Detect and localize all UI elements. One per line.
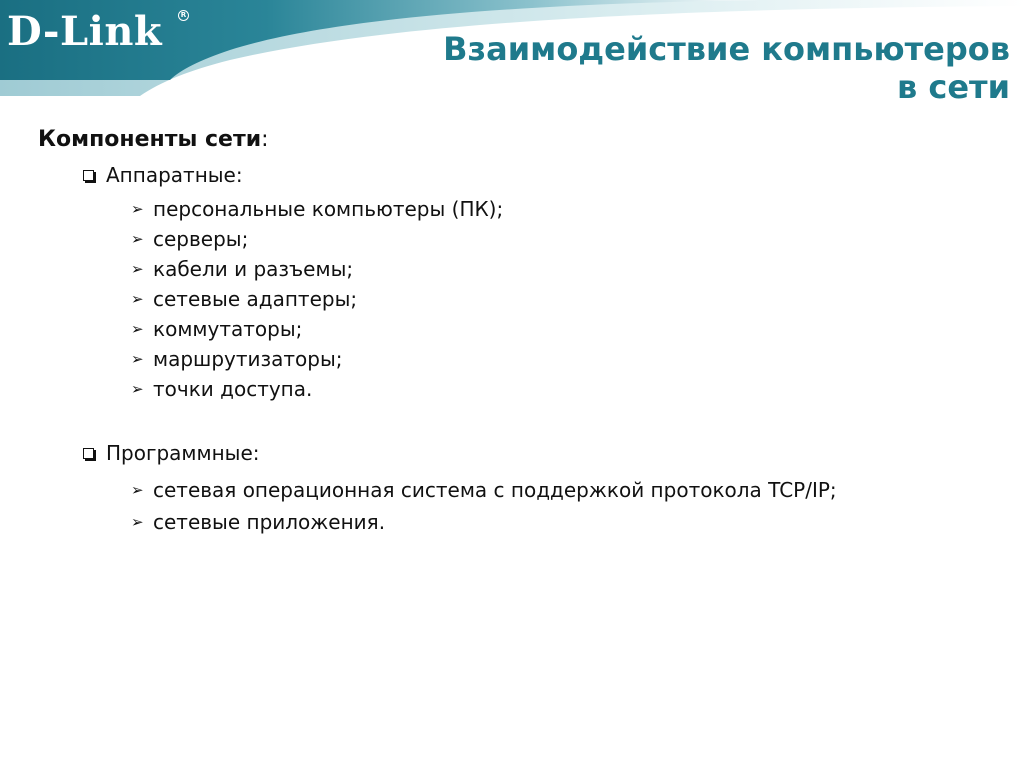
list-item-text: точки доступа. — [153, 377, 313, 401]
slide-title — [443, 30, 1010, 106]
group-hardware — [83, 160, 998, 404]
group-software — [83, 438, 998, 538]
list-item — [131, 474, 998, 506]
checkbox-square-icon — [83, 170, 94, 181]
registered-mark-icon: R — [178, 10, 189, 21]
arrow-right-icon: ➢ — [131, 230, 144, 248]
list-item-text: сетевая операционная система с поддержкой протокола TCP/IP; — [153, 478, 837, 502]
software-list — [131, 474, 998, 538]
arrow-right-icon: ➢ — [131, 290, 144, 308]
arrow-right-icon: ➢ — [131, 481, 144, 499]
list-item — [131, 284, 998, 314]
list-item — [131, 506, 998, 538]
arrow-right-icon: ➢ — [131, 200, 144, 218]
group-title — [83, 438, 998, 468]
section-heading-text: Компоненты сети — [38, 127, 262, 152]
checkbox-square-icon — [83, 448, 94, 459]
list-item — [131, 194, 998, 224]
arrow-right-icon: ➢ — [131, 260, 144, 278]
list-item-text: сетевые приложения. — [153, 510, 386, 534]
list-item — [131, 314, 998, 344]
list-item-text: персональные компьютеры (ПК); — [153, 197, 504, 221]
list-item — [131, 374, 998, 404]
arrow-right-icon: ➢ — [131, 380, 144, 398]
arrow-right-icon: ➢ — [131, 513, 144, 531]
hardware-list — [131, 194, 998, 404]
slide-title-line-2: в сети — [896, 68, 1010, 106]
list-item — [131, 224, 998, 254]
arrow-right-icon: ➢ — [131, 320, 144, 338]
dlink-logo: D-Link — [7, 8, 163, 55]
arrow-right-icon: ➢ — [131, 350, 144, 368]
group-title — [83, 160, 998, 190]
list-item-text: кабели и разъемы; — [153, 257, 354, 281]
list-item-text: серверы; — [153, 227, 249, 251]
group-title-text: Программные: — [106, 441, 260, 465]
list-item-text: сетевые адаптеры; — [153, 287, 358, 311]
slide-content — [38, 124, 998, 538]
section-heading-colon: : — [261, 127, 269, 152]
list-item-text: маршрутизаторы; — [153, 347, 343, 371]
section-heading — [38, 124, 998, 156]
list-item — [131, 254, 998, 284]
group-title-text: Аппаратные: — [106, 163, 243, 187]
list-item-text: коммутаторы; — [153, 317, 303, 341]
list-item — [131, 344, 998, 374]
slide-title-line-1: Взаимодействие компьютеров — [443, 30, 1010, 68]
